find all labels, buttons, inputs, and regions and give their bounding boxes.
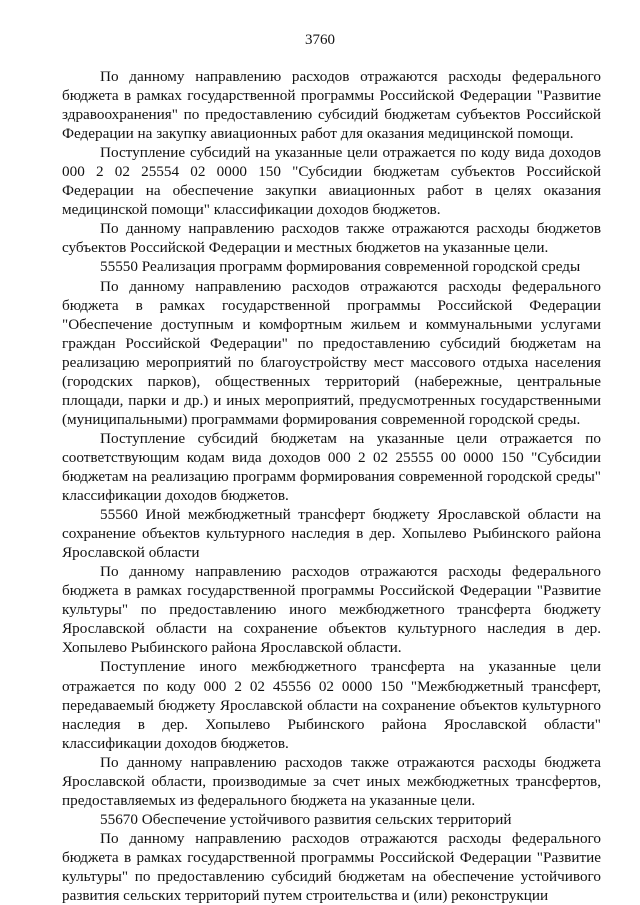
page-number: 3760 bbox=[305, 32, 335, 48]
section-heading: 55550 Реализация программ формирования современной городской среды bbox=[100, 258, 581, 276]
section-heading: 55670 Обеспечение устойчивого развития сельских территорий bbox=[100, 810, 512, 828]
paragraph: По данному направлению расходов также отражаются расходы бюджета Ярославской области, производимые за счет иных межбюджетных трансфертов, предоставляемых из федерального бюджета на указанные цели. bbox=[62, 753, 601, 809]
paragraph: По данному направлению расходов отражаются расходы федерального бюджета в рамках государственной программы Российской Федерации "Развитие здравоохранения" по предоставлению субсидий бюджетам субъектов Российской Федерации на закупку авиационных работ для оказания медицинской помощи. bbox=[62, 68, 601, 143]
paragraph: По данному направлению расходов отражаются расходы федерального бюджета в рамках государственной программы Российской Федерации "Развитие культуры" по предоставлению иного межбюджетного трансферта бюджету Ярославской области на сохранение объектов культурного наследия в дер. Хопылево Рыбинского района Ярославской области. bbox=[62, 563, 601, 657]
paragraph: Поступление субсидий на указанные цели отражается по коду вида доходов 000 2 02 25554 02 0000 150 "Субсидии бюджетам субъектов Российской Федерации на обеспечение закупки авиационных работ в целях оказания медицинской помощи" классификации доходов бюджетов. bbox=[62, 144, 601, 219]
section-heading: 55560 Иной межбюджетный трансферт бюджету Ярославской области на сохранение объектов культурного наследия в дер. Хопылево Рыбинского района Ярославской области bbox=[62, 506, 601, 562]
paragraph: Поступление иного межбюджетного трансферта на указанные цели отражается по коду 000 2 02 45556 02 0000 150 "Межбюджетный трансферт, передаваемый бюджету Ярославской области на сохранение объектов культурного наследия в дер. Хопылево Рыбинского района Ярославской области" классификации доходов бюджетов. bbox=[62, 658, 601, 752]
paragraph: По данному направлению расходов отражаются расходы федерального бюджета в рамках государственной программы Российской Федерации "Обеспечение доступным и комфортным жильем и коммунальными услугами граждан Российской Федерации" по предоставлению субсидий бюджетам на реализацию мероприятий по благоустройству мест массового отдыха населения (городских парков), общественных территорий (набережные, центральные площади, парки и др.) и иных мероприятий, предусмотренных государственными (муниципальными) программами формирования современной городской среды. bbox=[62, 277, 601, 428]
document-body bbox=[62, 67, 601, 905]
paragraph: По данному направлению расходов отражаются расходы федерального бюджета в рамках государственной программы Российской Федерации "Развитие культуры" по предоставлению субсидий бюджетам на обеспечение устойчивого развития сельских территорий путем строительства и (или) реконструкции bbox=[62, 829, 601, 905]
paragraph: По данному направлению расходов также отражаются расходы бюджетов субъектов Российской Федерации и местных бюджетов на указанные цели. bbox=[62, 220, 601, 257]
paragraph: Поступление субсидий бюджетам на указанные цели отражается по соответствующим кодам вида доходов 000 2 02 25555 00 0000 150 "Субсидии бюджетам на реализацию программ формирования современной городской среды" классификации доходов бюджетов. bbox=[62, 429, 601, 505]
